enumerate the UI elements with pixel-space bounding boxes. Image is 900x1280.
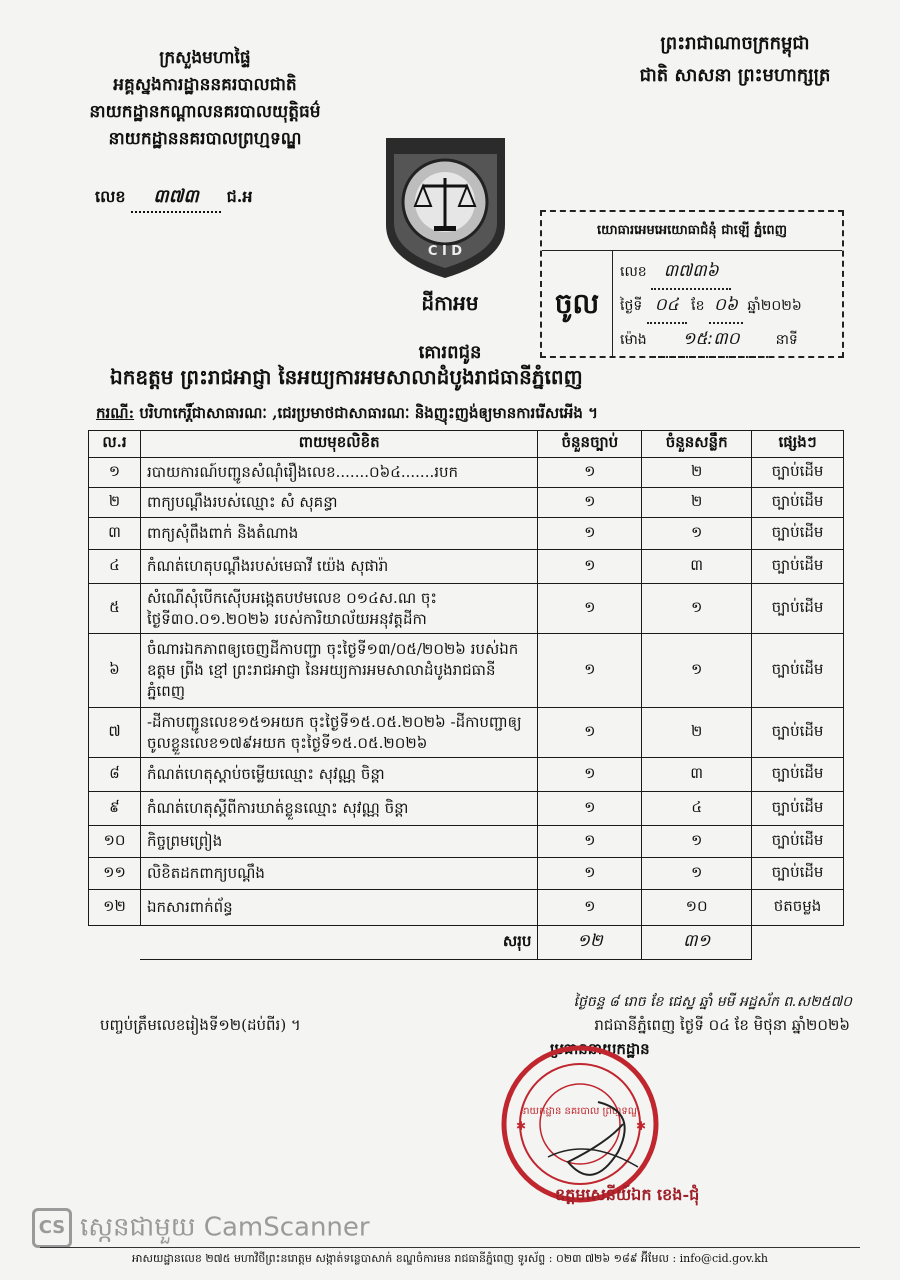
row-description: សំណើសុំបើកស៊ើបអង្កេតបឋមលេខ ០១៤ស.ណ ចុះថ្ងៃទី៣០.០១.២០២៦ របស់ការិយាល័យអនុវត្តដីកា bbox=[140, 584, 537, 634]
row-sheets: ១ bbox=[642, 826, 752, 858]
row-sheets: ២ bbox=[642, 708, 752, 758]
row-number: ៩ bbox=[89, 792, 141, 826]
row-number: ១០ bbox=[89, 826, 141, 858]
criminal-department: នាយកដ្ឋាននគរបាលព្រហ្មទណ្ឌ bbox=[108, 129, 302, 149]
header-sheets: ចំនួនសន្លឹក bbox=[642, 431, 752, 458]
receipt-date-year: ២០២៦ bbox=[760, 298, 802, 314]
seal-star-right: ✱ bbox=[636, 1119, 647, 1133]
doc-no-suffix: ជ.អ bbox=[226, 187, 253, 206]
row-description: កិច្ចព្រមព្រៀង bbox=[140, 826, 537, 858]
row-copies: ១ bbox=[538, 518, 642, 550]
row-description: កំណត់ហេតុបណ្តឹងរបស់មេធាវី យ៉េង សុផារ៉ា bbox=[140, 550, 537, 584]
row-sheets: ១ bbox=[642, 584, 752, 634]
row-other: ច្បាប់ដើម bbox=[752, 708, 844, 758]
row-description: ឯកសារពាក់ព័ន្ធ bbox=[140, 890, 537, 926]
table-row bbox=[89, 758, 844, 792]
row-copies: ១ bbox=[538, 458, 642, 488]
total-sheets: ៣១ bbox=[642, 926, 752, 960]
table-row bbox=[89, 792, 844, 826]
logo-text: C I D bbox=[427, 244, 463, 259]
ministry-name: ក្រសួងមហាផ្ទៃ bbox=[159, 48, 251, 68]
row-copies: ១ bbox=[538, 584, 642, 634]
row-sheets: ៣ bbox=[642, 550, 752, 584]
row-description: របាយការណ៍បញ្ជូនសំណុំរឿងលេខ.......០៦៤.......របក bbox=[140, 458, 537, 488]
row-other: ថតចម្លង bbox=[752, 890, 844, 926]
receipt-month-label: ខែ bbox=[691, 298, 705, 314]
receipt-year-label: ឆ្នាំ bbox=[747, 298, 761, 314]
row-description: លិខិតដកពាក្យបណ្តឹង bbox=[140, 858, 537, 890]
row-number: ៦ bbox=[89, 634, 141, 708]
receipt-time-value: ១៥:៣០ bbox=[651, 322, 771, 358]
receipt-date-month: ០៦ bbox=[709, 288, 743, 324]
row-other: ច្បាប់ដើម bbox=[752, 584, 844, 634]
case-text: បរិហាកេរ្តិ៍ជាសាធារណៈ ,ជេរប្រមាថជាសាធារណៈ និងញុះញង់ឲ្យមានការរើសអើង ។ bbox=[139, 404, 599, 422]
row-description: កំណត់ហេតុស្តាប់ចម្លើយឈ្មោះ សុវណ្ណ ចិន្តា bbox=[140, 758, 537, 792]
receipt-stamp-side: ចូល bbox=[542, 250, 613, 356]
recipient-name: ឯកឧត្តម ព្រះរាជអាជ្ញា នៃអយ្យការអមសាលាដំបូងរាជធានីភ្នំពេញ bbox=[110, 365, 583, 389]
row-other: ច្បាប់ដើម bbox=[752, 858, 844, 890]
row-copies: ១ bbox=[538, 826, 642, 858]
table-row bbox=[89, 584, 844, 634]
row-number: ៨ bbox=[89, 758, 141, 792]
row-number: ២ bbox=[89, 488, 141, 518]
receipt-stamp-header: យោធារអេមអេយោធាជំនុំ ជាឡើ ភ្នំពេញ bbox=[542, 212, 842, 251]
table-row bbox=[89, 488, 844, 518]
lunar-date: ថ្ងៃចន្ទ ៨ រោច ខែ ជេស្ឋ ឆ្នាំ មមី អដ្ឋស័ក ព.ស២៥៧០ bbox=[573, 994, 852, 1010]
row-number: ៣ bbox=[89, 518, 141, 550]
table-row bbox=[89, 890, 844, 926]
row-other: ច្បាប់ដើម bbox=[752, 758, 844, 792]
receipt-time-suffix: នាទី bbox=[775, 332, 798, 348]
doc-no-value: ៣៧៣ bbox=[131, 184, 221, 213]
row-other: ច្បាប់ដើម bbox=[752, 458, 844, 488]
row-sheets: ១០ bbox=[642, 890, 752, 926]
office-title: ដីកាអម bbox=[421, 291, 479, 315]
header-no: ល.រ bbox=[89, 431, 141, 458]
document-list-table bbox=[88, 430, 844, 960]
closing-note: បញ្ចប់ត្រឹមលេខរៀងទី១២(ដប់ពីរ) ។ bbox=[100, 1016, 301, 1034]
header-description: ពាយមុខលិខិត bbox=[140, 431, 537, 458]
row-description: ចំណារឯកភាពឲ្យចេញដីកាបញ្ជា ចុះថ្ងៃទី១៣/០៥/២០២៦ របស់ឯកឧត្តម ព្រីង ខ្មៅ ព្រះរាជអាជ្ញា នៃអយ្យការអមសាលាដំបូងរាជធានីភ្នំពេញ bbox=[140, 634, 537, 708]
footer-address: អាសយដ្ឋានលេខ ២៧៥ មហាវិថីព្រះនរោត្តម សង្កាត់ទន្លេបាសាក់ ខណ្ឌចំការមន រាជធានីភ្នំពេញ ទូរស័ព្ទ : ០២៣ ៧២៦ ១៨៩ អ៊ីមែល : info@cid.gov.kh bbox=[132, 1252, 768, 1265]
row-number: ១១ bbox=[89, 858, 141, 890]
row-copies: ១ bbox=[538, 890, 642, 926]
receipt-date-day: ០៤ bbox=[647, 288, 687, 324]
row-number: ១ bbox=[89, 458, 141, 488]
receipt-stamp bbox=[540, 210, 844, 358]
total-label: សរុប bbox=[140, 926, 537, 960]
recipient-heading: គោរពជូន bbox=[418, 342, 482, 363]
case-subject bbox=[96, 404, 896, 426]
row-description: កំណត់ហេតុស្តីពីការឃាត់ខ្លួនឈ្មោះ សុវណ្ណ ចិន្តា bbox=[140, 792, 537, 826]
camscanner-text: ស្កេនជាមួយ CamScanner bbox=[80, 1212, 370, 1243]
signatory-title: ប្រធាននាយកដ្ឋាន bbox=[550, 1040, 650, 1058]
receipt-no-line bbox=[620, 254, 834, 288]
row-sheets: ២ bbox=[642, 458, 752, 488]
row-copies: ១ bbox=[538, 758, 642, 792]
total-empty bbox=[752, 926, 844, 960]
row-sheets: ៤ bbox=[642, 792, 752, 826]
seal-star-left: ✱ bbox=[516, 1119, 527, 1133]
row-sheets: ៣ bbox=[642, 758, 752, 792]
case-label: ករណី: bbox=[96, 404, 135, 422]
signer-name: ឧត្តមសេនីយ៍ឯក ខេង-ជុំ bbox=[555, 1185, 700, 1204]
row-copies: ១ bbox=[538, 792, 642, 826]
table-row bbox=[89, 518, 844, 550]
row-copies: ១ bbox=[538, 488, 642, 518]
row-other: ច្បាប់ដើម bbox=[752, 826, 844, 858]
row-sheets: ១ bbox=[642, 858, 752, 890]
header-copies: ចំនួនច្បាប់ bbox=[538, 431, 642, 458]
doc-no-label: លេខ bbox=[95, 187, 126, 206]
table-total-row bbox=[89, 926, 844, 960]
row-number: ៧ bbox=[89, 708, 141, 758]
table-row bbox=[89, 634, 844, 708]
footer-divider bbox=[40, 1247, 860, 1248]
receipt-date-label: ថ្ងៃទី bbox=[620, 298, 643, 314]
row-copies: ១ bbox=[538, 634, 642, 708]
general-commissariat: អគ្គស្នងការដ្ឋាននគរបាលជាតិ bbox=[113, 75, 297, 95]
header-other: ផ្សេងៗ bbox=[752, 431, 844, 458]
row-description: -ដីកាបញ្ជូនលេខ១៥១អយក ចុះថ្ងៃទី១៥.០៥.២០២៦ -ដីកាបញ្ជាឲ្យចូលខ្លួនលេខ១៧៩អយក ចុះថ្ងៃទី១៥.០៥.២០២៦ bbox=[140, 708, 537, 758]
row-description: ពាក្យសុំពឹងពាក់ និងតំណាង bbox=[140, 518, 537, 550]
total-copies: ១២ bbox=[538, 926, 642, 960]
receipt-time-label: ម៉ោង bbox=[620, 332, 647, 348]
table-row bbox=[89, 550, 844, 584]
table-header-row bbox=[89, 431, 844, 458]
row-number: ៤ bbox=[89, 550, 141, 584]
row-other: ច្បាប់ដើម bbox=[752, 634, 844, 708]
cid-logo bbox=[378, 130, 513, 280]
camscanner-icon: CS bbox=[32, 1208, 72, 1248]
seal-text: នាយកដ្ឋាន នគរបាល ព្រហ្មទណ្ឌ bbox=[520, 1106, 640, 1117]
row-other: ច្បាប់ដើម bbox=[752, 518, 844, 550]
row-copies: ១ bbox=[538, 550, 642, 584]
table-row bbox=[89, 708, 844, 758]
kingdom-header bbox=[600, 28, 870, 92]
row-number: ១២ bbox=[89, 890, 141, 926]
document-number bbox=[95, 184, 253, 213]
camscanner-watermark bbox=[32, 1208, 370, 1249]
receipt-no-label: លេខ bbox=[620, 264, 647, 280]
receipt-date-line bbox=[620, 288, 834, 322]
ministry-header bbox=[40, 45, 370, 153]
row-description: ពាក្យបណ្តឹងរបស់ឈ្មោះ សំ សុគន្ធា bbox=[140, 488, 537, 518]
row-copies: ១ bbox=[538, 858, 642, 890]
solar-date: រាជធានីភ្នំពេញ ថ្ងៃទី ០៤ ខែ មិថុនា ឆ្នាំ២០២៦ bbox=[594, 1016, 850, 1034]
table-row bbox=[89, 826, 844, 858]
row-sheets: ២ bbox=[642, 488, 752, 518]
kingdom-name: ព្រះរាជាណាចក្រកម្ពុជា bbox=[660, 33, 810, 54]
central-department: នាយកដ្ឋានកណ្តាលនគរបាលយុត្តិធម៌ bbox=[89, 102, 321, 122]
row-other: ច្បាប់ដើម bbox=[752, 792, 844, 826]
table-row bbox=[89, 458, 844, 488]
total-blank bbox=[89, 926, 141, 960]
official-seal bbox=[498, 1042, 663, 1207]
national-motto: ជាតិ សាសនា ព្រះមហាក្សត្រ bbox=[639, 65, 831, 86]
table-row bbox=[89, 858, 844, 890]
row-copies: ១ bbox=[538, 708, 642, 758]
row-sheets: ១ bbox=[642, 518, 752, 550]
receipt-no-value: ៣៧៣៦ bbox=[651, 254, 731, 290]
row-other: ច្បាប់ដើម bbox=[752, 550, 844, 584]
row-sheets: ១ bbox=[642, 634, 752, 708]
row-other: ច្បាប់ដើម bbox=[752, 488, 844, 518]
row-number: ៥ bbox=[89, 584, 141, 634]
